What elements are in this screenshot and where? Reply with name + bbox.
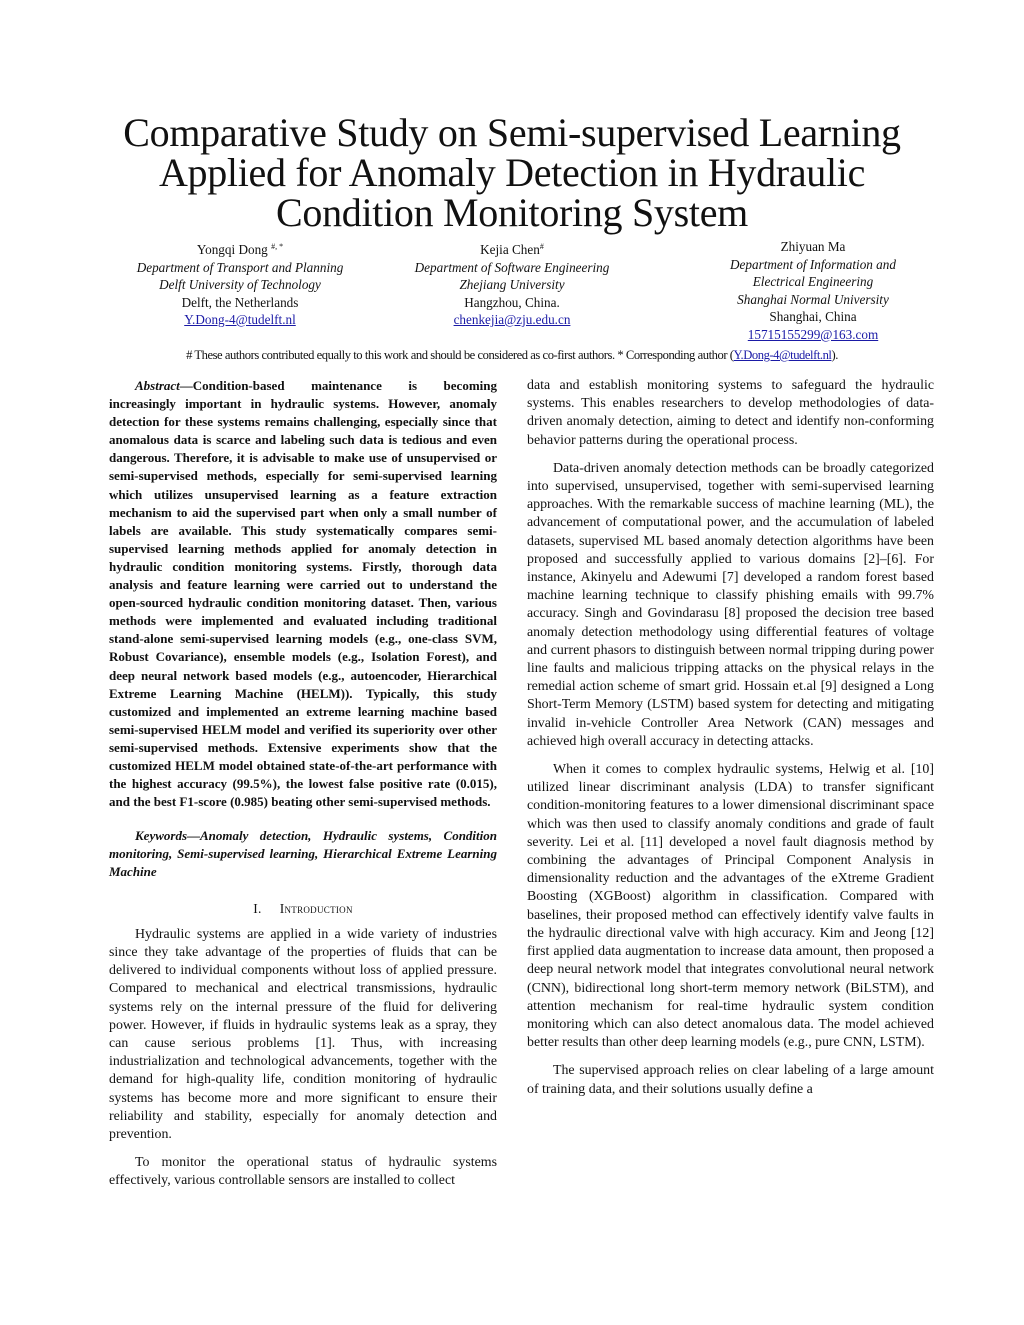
intro-paragraph-4: When it comes to complex hydraulic systems, Helwig et al. [10] utilized linear discriminant analysis (LDA) to transfer significant condition-monitoring features to a lower dimensional discriminant space which was then used to classify anomaly conditions and grade of fault severity. Lei et al. [11] developed a novel fault diagnosis method by combining the advantages of Principal Component Analysis in dimensionality reduction and the advantages of the eXtreme Gradient Boosting (XGBoost) algorithm in classification. Compared with baselines, their proposed method can effectively identify valve faults in the hydraulic directional valve with high accuracy. Kim and Jeong [12] first applied data augmentation to increase data amount, then proposed a deep neural network model that integrates convolutional neural network (CNN), bidirectional long short-term memory network (BiLSTM), and attention mechanism for real-time hydraulic system condition monitoring which can also detect anomalous data. The model achieved better results than other deep learning models (e.g., pure CNN, LSTM). (527, 762, 934, 1051)
author-name: Kejia Chen# (480, 242, 544, 257)
author-location: Hangzhou, China. (464, 294, 560, 310)
left-column (109, 377, 497, 1201)
title-line-1: Comparative Study on Semi-supervised Learning (123, 110, 901, 155)
author-name: Yongqi Dong #, * (196, 242, 284, 257)
author-email-link[interactable]: Y.Dong-4@tudelft.nl (184, 312, 296, 327)
section-heading-introduction: I. Introduction (253, 900, 353, 916)
author-dept-line-2: Electrical Engineering (752, 274, 874, 289)
corresponding-email-link[interactable]: Y.Dong-4@tudelft.nl (733, 348, 832, 362)
author-email-link[interactable]: chenkejia@zju.edu.cn (453, 312, 571, 327)
author-dept-line-1: Department of Information and (730, 256, 896, 272)
author-block-3 (668, 238, 958, 343)
author-block-2 (367, 238, 657, 329)
title-line-2: Applied for Anomaly Detection in Hydraulic (158, 150, 866, 195)
keywords: Keywords—Anomaly detection, Hydraulic systems, Condition monitoring, Semi-supervised learning, Hierarchical Extreme Learning Machine (109, 828, 497, 880)
author-dept: Department of Software Engineering (414, 259, 610, 275)
author-org: Zhejiang University (459, 277, 565, 292)
author-block-1 (95, 238, 385, 329)
author-location: Delft, the Netherlands (181, 294, 299, 310)
author-name: Zhiyuan Ma (780, 239, 846, 254)
intro-paragraph-5: The supervised approach relies on clear labeling of a large amount of training data, and their solutions usually define a (527, 1063, 934, 1097)
right-column (527, 377, 934, 1109)
author-org: Delft University of Technology (159, 277, 321, 292)
co-first-author-footnote: # These authors contributed equally to this work and should be considered as co-first authors. * Corresponding author (Y.Dong-4@tudelft.nl). (186, 348, 838, 362)
abstract: Abstract—Condition-based maintenance is becoming increasingly important in hydraulic systems. However, anomaly detection for these systems remains challenging, especially since that anomalous data is scarce and labeling such data is tedious and even dangerous. Therefore, it is advisable to make use of unsupervised or semi-supervised methods, especially for semi-supervised learning which utilizes unsupervised learning as a feature extraction mechanism to aid the supervised part when only a small number of labels are available. This study systematically compares semi-supervised learning methods applied for anomaly detection in hydraulic condition monitoring systems. Firstly, thorough data analysis and feature learning were carried out to understand the open-sourced hydraulic condition monitoring dataset. Then, various methods were implemented and evaluated including traditional stand-alone semi-supervised learning models (e.g., one-class SVM, Robust Covariance), ensemble models (e.g., Isolation Forest), and deep neural network based models (e.g., autoencoder, Hierarchical Extreme Learning Machine (HELM)). Typically, this study customized and implemented an extreme learning machine based semi-supervised HELM model and verified its superiority over other semi-supervised methods. Extensive experiments show that the customized HELM model obtained state-of-the-art performance with the highest accuracy (99.5%), the lowest false positive rate (0.015), and the best F1-score (0.985) beating other semi-supervised methods. (109, 378, 497, 810)
author-org: Shanghai Normal University (737, 291, 889, 307)
intro-paragraph-2-continued: data and establish monitoring systems to safeguard the hydraulic systems. This enables researchers to develop methodologies of data-driven anomaly detection, aiming to detect and identify non-conforming behavior patterns during the operational process. (527, 378, 934, 448)
paper-title (0, 110, 1024, 235)
intro-paragraph-2: To monitor the operational status of hydraulic systems effectively, various controllable sensors are installed to collect (109, 1155, 497, 1189)
intro-paragraph-1: Hydraulic systems are applied in a wide variety of industries since they take advantage of the properties of fluids that can be delivered to individual components without loss of applied pressure. Compared to mechanical and electrical transmissions, hydraulic systems rely on the internal pressure of the fluid for delivering power. However, if fluids in hydraulic systems leak as a spray, they can cause serious problems [1]. Thus, with increasing industrialization and technological advancements, together with the demand for high-quality life, condition monitoring of hydraulic systems has become more and more significant to ensure their reliability and stability, especially for anomaly detection and prevention. (109, 926, 497, 1142)
title-line-3: Condition Monitoring System (276, 190, 748, 235)
intro-paragraph-3: Data-driven anomaly detection methods can be broadly categorized into supervised, unsupervised, together with semi-supervised learning approaches. With the remarkable success of machine learning (ML), the advancement of computational power, and the accumulation of labeled datasets, supervised ML based anomaly detection algorithms have been proposed and successfully applied to various domains [2]–[6]. For instance, Akinyelu and Adewumi [7] developed a random forest based machine learning technique to classify phishing emails with 99.7% accuracy. Singh and Govindarasu [8] proposed the decision tree based anomaly detection methodology using differential features of voltage and current phasors to distinguish between normal tripping during power line faults and malicious tripping attacks on the physical relays in the remedial action scheme of smart grid. Hossain et.al [9] designed a Long Short-Term Memory (LSTM) based system for detecting and mitigating invalid in-vehicle Controller Area Network (CAN) messages and achieved high overall accuracy in detecting attacks. (527, 460, 934, 749)
author-email-link[interactable]: 15715155299@163.com (747, 326, 879, 342)
author-dept: Department of Transport and Planning (136, 259, 344, 275)
author-location: Shanghai, China (769, 309, 857, 324)
